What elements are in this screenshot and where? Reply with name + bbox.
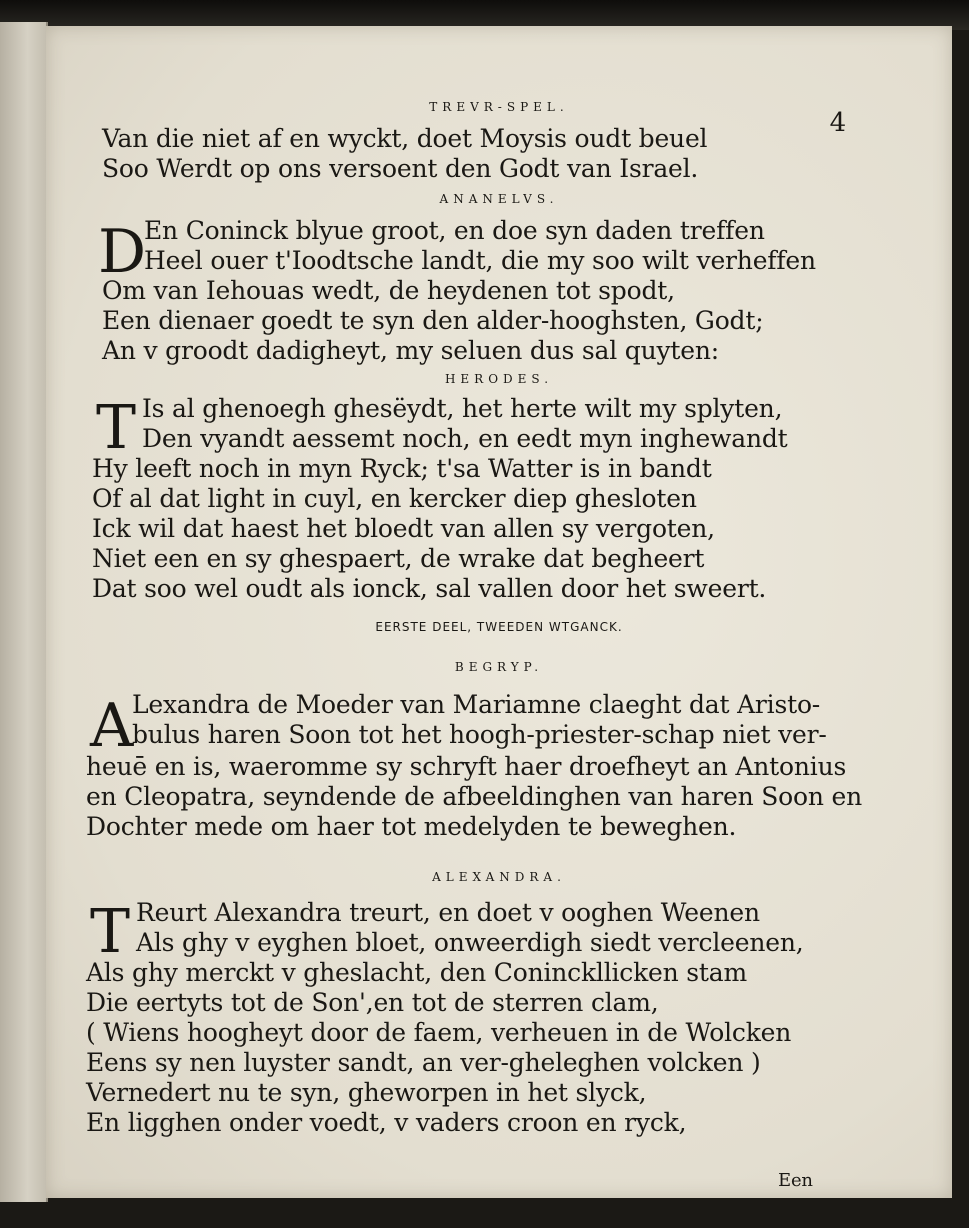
speaker-name: ALEXANDRA. bbox=[432, 870, 566, 884]
verse-line: En ligghen onder voedt, v vaders croon en ryck, bbox=[86, 1108, 687, 1137]
prose-line: Dochter mede om haer tot medelyden te beweghen. bbox=[86, 812, 737, 841]
verse-line: Als ghy merckt v gheslacht, den Coninckllicken stam bbox=[86, 958, 747, 987]
book-page bbox=[46, 26, 952, 1198]
speaker-name: HERODES. bbox=[444, 372, 554, 386]
running-head: TREVR-SPEL. bbox=[429, 100, 569, 114]
argument-heading: BEGRYP. bbox=[454, 660, 544, 674]
verse-line: Hy leeft noch in myn Ryck; t'sa Watter is in bandt bbox=[92, 454, 712, 483]
verse-line: En Coninck blyue groot, en doe syn daden treffen bbox=[144, 216, 765, 245]
prose-line: en Cleopatra, seyndende de afbeeldinghen van haren Soon en bbox=[86, 782, 862, 811]
drop-capital: A bbox=[90, 691, 134, 761]
verse-line: Eens sy nen luyster sandt, an ver-gheleghen volcken ) bbox=[86, 1048, 761, 1077]
verse-line: Die eertyts tot de Son',en tot de sterren clam, bbox=[86, 988, 659, 1017]
section-title: EERSTE DEEL, TWEEDEN WTGANCK. bbox=[375, 620, 623, 634]
verse-line: Of al dat light in cuyl, en kercker diep ghesloten bbox=[92, 484, 697, 513]
verse-line: An v groodt dadigheyt, my seluen dus sal quyten: bbox=[102, 336, 719, 365]
verse-line: Niet een en sy ghespaert, de wrake dat begheert bbox=[92, 544, 705, 573]
prose-line: heuē en is, waeromme sy schryft haer droefheyt an Antonius bbox=[86, 752, 847, 781]
drop-capital: T bbox=[90, 897, 131, 967]
verse-line: Soo Werdt op ons versoent den Godt van Israel. bbox=[102, 154, 699, 183]
verse-line: Vernedert nu te syn, gheworpen in het slyck, bbox=[86, 1078, 647, 1107]
catchword: Een bbox=[778, 1170, 813, 1191]
verse-line: Als ghy v eyghen bloet, onweerdigh siedt vercleenen, bbox=[136, 928, 804, 957]
verse-line: Dat soo wel oudt als ionck, sal vallen door het sweert. bbox=[92, 574, 767, 603]
verse-line: Den vyandt aessemt noch, en eedt myn inghewandt bbox=[142, 424, 788, 453]
prose-line: Lexandra de Moeder van Mariamne claeght dat Aristo- bbox=[132, 690, 821, 719]
verse-line: Ick wil dat haest het bloedt van allen sy vergoten, bbox=[92, 514, 715, 543]
verse-line: Van die niet af en wyckt, doet Moysis oudt beuel bbox=[102, 124, 708, 153]
speaker-name: ANANELVS. bbox=[439, 192, 559, 206]
drop-capital: T bbox=[96, 393, 137, 463]
verse-line: Een dienaer goedt te syn den alder-hooghsten, Godt; bbox=[102, 306, 764, 335]
drop-capital: D bbox=[98, 217, 147, 287]
page-number: 4 bbox=[829, 108, 846, 138]
verse-line: Reurt Alexandra treurt, en doet v ooghen Weenen bbox=[136, 898, 760, 927]
verse-line: Om van Iehouas wedt, de heydenen tot spodt, bbox=[102, 276, 675, 305]
verse-line: Heel ouer t'Ioodtsche landt, die my soo wilt verheffen bbox=[144, 246, 816, 275]
left-page-edge bbox=[0, 22, 48, 1202]
verse-line: ( Wiens hoogheyt door de faem, verheuen in de Wolcken bbox=[86, 1018, 792, 1047]
verse-line: Is al ghenoegh ghesëydt, het herte wilt my splyten, bbox=[142, 394, 783, 423]
prose-line: bulus haren Soon tot het hoogh-priester-schap niet ver- bbox=[132, 720, 827, 749]
